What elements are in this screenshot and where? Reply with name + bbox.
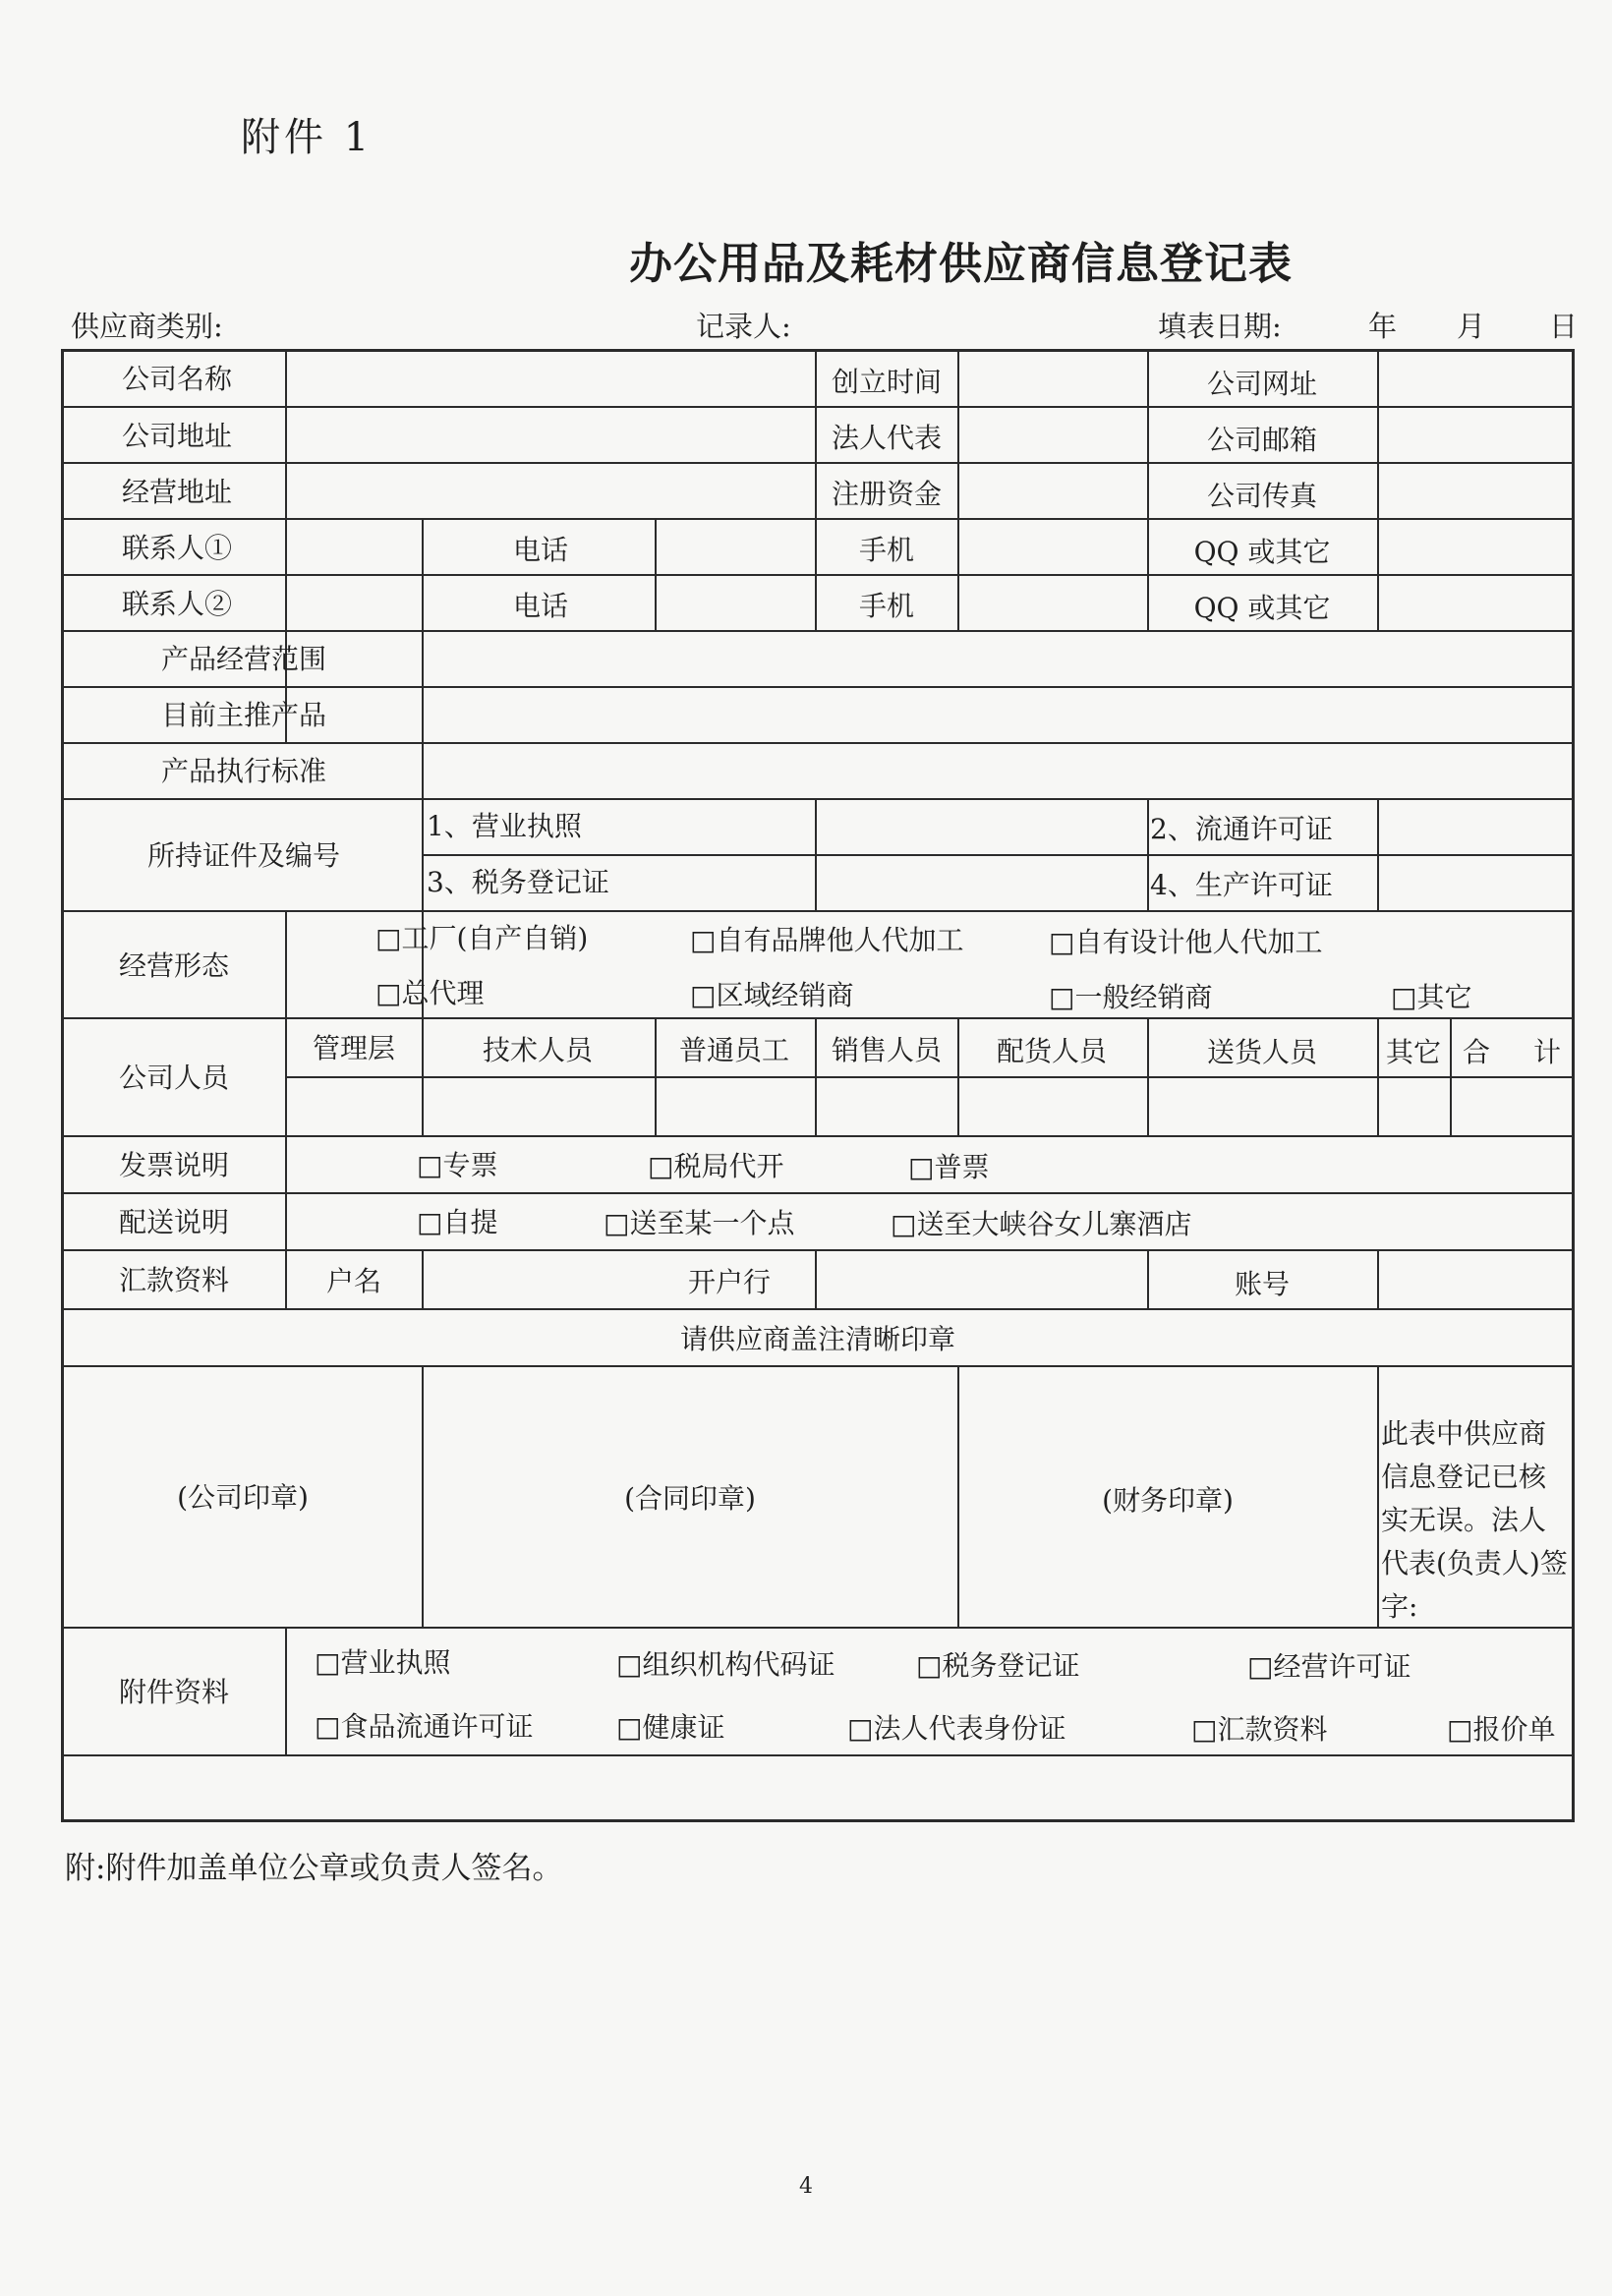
col-line (815, 798, 817, 910)
table-border-right (1572, 349, 1575, 1822)
date-label: 填表日期: (1158, 310, 1282, 343)
registration-table (61, 349, 1575, 1823)
form-title: 办公用品及耗材供应商信息登记表 (629, 239, 1293, 289)
row-line (61, 1135, 1575, 1137)
row-line (61, 574, 1575, 576)
row-line (61, 910, 1575, 912)
invoice-label: 发票说明 (118, 1149, 230, 1181)
bank-label: 开户行 (687, 1266, 772, 1298)
product-scope-label: 产品经营范围 (160, 643, 327, 675)
table-border-left (61, 349, 64, 1822)
capital-label: 注册资金 (831, 478, 943, 510)
main-products-label: 目前主推产品 (160, 699, 327, 731)
attachments-label: 附件资料 (118, 1676, 230, 1708)
col-line (815, 349, 817, 630)
staff-col-delivery: 送货人员 (1206, 1036, 1318, 1068)
recorder-label: 记录人: (696, 310, 791, 343)
staff-label: 公司人员 (118, 1062, 230, 1094)
row-line (61, 1192, 1575, 1194)
contract-seal-label: (合同印章) (624, 1482, 756, 1515)
col-line (285, 1017, 287, 1135)
page-number: 4 (799, 2174, 813, 2199)
attach-business-license[interactable]: □营业执照 (315, 1646, 451, 1679)
col-line (1377, 798, 1379, 910)
finance-seal-label: (财务印章) (1102, 1484, 1234, 1517)
col-line (1377, 1249, 1379, 1308)
delivery-label: 配送说明 (118, 1206, 230, 1238)
staff-col-other: 其它 (1385, 1036, 1442, 1068)
bf-option-own-brand[interactable]: □自有品牌他人代加工 (690, 924, 964, 956)
row-line (61, 1627, 1575, 1629)
row-line (285, 1076, 1575, 1078)
col-line (422, 1249, 424, 1308)
staff-col-picking: 配货人员 (996, 1035, 1108, 1067)
stamp-note: 请供应商盖注清晰印章 (679, 1323, 956, 1355)
col-line (1147, 1249, 1149, 1308)
row-line (61, 1017, 1575, 1019)
company-address-label: 公司地址 (121, 420, 233, 452)
row-line (61, 518, 1575, 520)
col-line (1377, 1017, 1379, 1135)
table-border-top (61, 349, 1575, 352)
mobile-label: 手机 (858, 590, 915, 622)
fax-label: 公司传真 (1206, 480, 1318, 512)
website-label: 公司网址 (1206, 368, 1318, 400)
product-standard-label: 产品执行标准 (160, 755, 327, 787)
staff-col-sales: 销售人员 (831, 1034, 943, 1066)
col-line (815, 1249, 817, 1308)
col-line (1450, 1017, 1452, 1135)
col-line (1147, 798, 1149, 910)
row-line (61, 1754, 1575, 1756)
row-line (61, 1249, 1575, 1251)
footnote: 附:附件加盖单位公章或负责人签名。 (65, 1851, 563, 1886)
phone-label: 电话 (512, 590, 569, 622)
col-line (1147, 349, 1149, 630)
attach-tax-registration[interactable]: □税务登记证 (916, 1649, 1080, 1682)
row-line (61, 742, 1575, 744)
row-line (422, 854, 1575, 856)
row-line (61, 406, 1575, 408)
email-label: 公司邮箱 (1206, 424, 1318, 456)
remit-label: 汇款资料 (118, 1264, 230, 1296)
contact2-label: 联系人② (121, 588, 233, 620)
col-line (655, 1017, 657, 1135)
col-line (285, 1135, 287, 1249)
cert-tax-registration: 3、税务登记证 (427, 866, 609, 898)
row-line (61, 686, 1575, 688)
qq-label: QQ 或其它 (1193, 536, 1331, 568)
col-line (285, 910, 287, 1017)
col-line (285, 349, 287, 742)
col-line (957, 1017, 959, 1135)
business-address-label: 经营地址 (121, 476, 233, 508)
invoice-option-special[interactable]: □专票 (417, 1149, 498, 1181)
bf-option-general-agent[interactable]: □总代理 (375, 977, 485, 1009)
supplier-type-label: 供应商类别: (71, 310, 223, 343)
row-line (61, 1308, 1575, 1310)
attach-org-code[interactable]: □组织机构代码证 (616, 1648, 835, 1681)
staff-col-regular: 普通员工 (678, 1034, 790, 1066)
staff-col-total-2: 计 (1532, 1036, 1562, 1068)
attach-business-permit[interactable]: □经营许可证 (1247, 1650, 1411, 1683)
month-label: 月 (1457, 310, 1486, 343)
business-form-label: 经营形态 (118, 949, 230, 982)
phone-label: 电话 (512, 534, 569, 566)
founded-label: 创立时间 (831, 366, 943, 398)
delivery-option-point[interactable]: □送至某一个点 (604, 1207, 795, 1239)
attach-legal-rep-id[interactable]: □法人代表身份证 (847, 1712, 1066, 1745)
attach-health-cert[interactable]: □健康证 (616, 1711, 725, 1744)
staff-col-management: 管理层 (312, 1032, 396, 1064)
bf-option-factory[interactable]: □工厂(自产自销) (375, 922, 589, 954)
bf-option-regional-dealer[interactable]: □区域经销商 (690, 979, 854, 1011)
staff-col-total-1: 合 (1462, 1036, 1491, 1068)
verify-text: 此表中供应商信息登记已核实无误。法人代表(负责人)签字: (1381, 1417, 1568, 1623)
row-line (61, 1365, 1575, 1367)
attachment-label: 附件 1 (241, 115, 374, 160)
contact1-label: 联系人① (121, 532, 233, 564)
delivery-option-hotel[interactable]: □送至大峡谷女儿寨酒店 (891, 1208, 1192, 1240)
day-label: 日 (1549, 310, 1579, 343)
col-line (285, 1249, 287, 1308)
col-line (1147, 1017, 1149, 1135)
attach-quotation[interactable]: □报价单 (1447, 1713, 1556, 1746)
attach-food-permit[interactable]: □食品流通许可证 (315, 1710, 534, 1743)
cert-circulation-permit: 2、流通许可证 (1150, 813, 1333, 845)
row-line (61, 462, 1575, 464)
cert-business-license: 1、营业执照 (427, 810, 582, 842)
account-name-label: 户名 (325, 1265, 382, 1297)
col-line (422, 518, 424, 1135)
year-label: 年 (1368, 310, 1398, 343)
col-line (1377, 349, 1379, 630)
col-line (815, 1017, 817, 1135)
company-seal-label: (公司印章) (177, 1481, 309, 1514)
cert-production-permit: 4、生产许可证 (1150, 869, 1333, 901)
delivery-option-pickup[interactable]: □自提 (417, 1206, 498, 1238)
bf-option-general-dealer[interactable]: □一般经销商 (1049, 981, 1213, 1013)
col-line (1377, 1365, 1379, 1627)
bf-option-own-design[interactable]: □自有设计他人代加工 (1049, 926, 1323, 958)
table-border-bottom (61, 1819, 1575, 1822)
attach-remit-info[interactable]: □汇款资料 (1191, 1713, 1328, 1746)
staff-col-technical: 技术人员 (482, 1034, 594, 1066)
company-name-label: 公司名称 (121, 363, 233, 395)
col-line (285, 1627, 287, 1754)
col-line (957, 349, 959, 630)
row-line (61, 798, 1575, 800)
invoice-option-tax-bureau[interactable]: □税局代开 (648, 1150, 784, 1182)
account-no-label: 账号 (1234, 1268, 1291, 1300)
row-line (61, 630, 1575, 632)
mobile-label: 手机 (858, 534, 915, 566)
col-line (655, 518, 657, 630)
legal-rep-label: 法人代表 (831, 422, 943, 454)
bf-option-other[interactable]: □其它 (1391, 981, 1472, 1013)
col-line (957, 1365, 959, 1627)
certificates-label: 所持证件及编号 (146, 839, 341, 872)
col-line (422, 1365, 424, 1627)
qq-label: QQ 或其它 (1193, 592, 1331, 624)
invoice-option-normal[interactable]: □普票 (908, 1151, 990, 1183)
